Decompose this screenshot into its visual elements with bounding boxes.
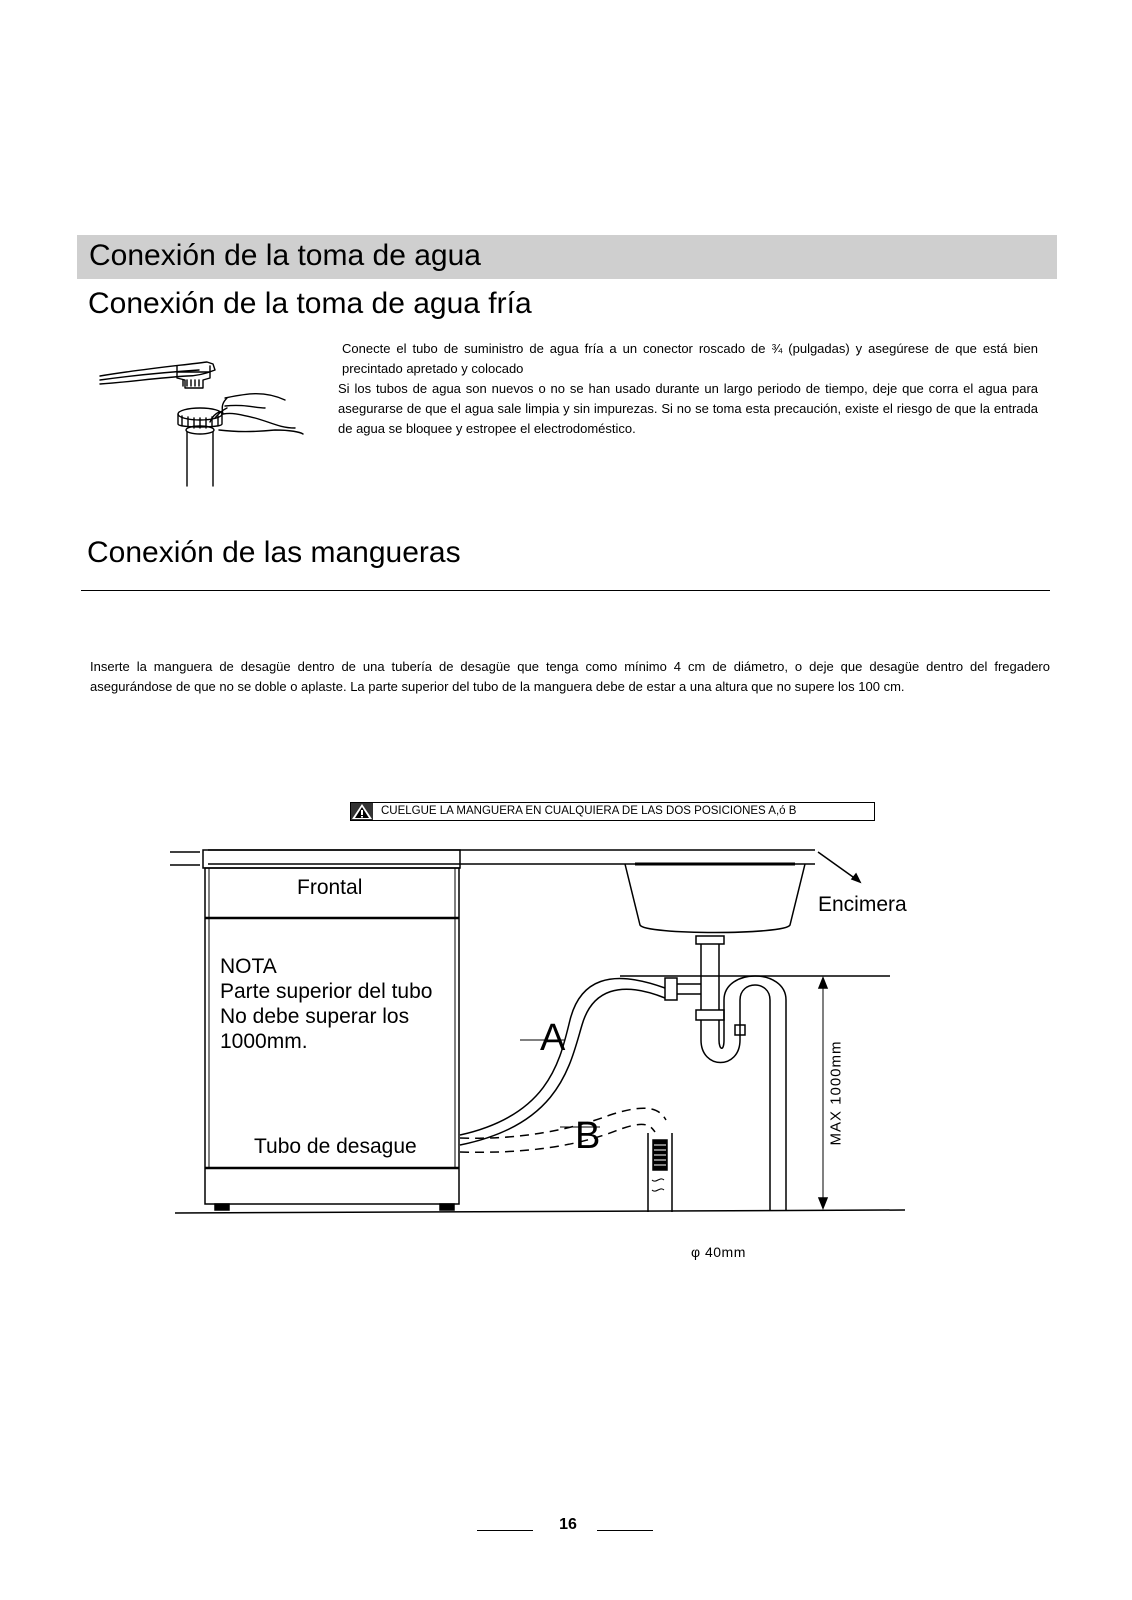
note-line-1: Parte superior del tubo <box>220 980 433 1003</box>
cold-water-heading: Conexión de la toma de agua fría <box>88 287 532 320</box>
position-b-label: B <box>575 1115 601 1157</box>
warning-text: CUELGUE LA MANGUERA EN CUALQUIERA DE LAS DOS POSICIONES A,ó B <box>381 805 797 817</box>
note-line-3: 1000mm. <box>220 1030 308 1053</box>
cold-water-paragraph-1: Conecte el tubo de suministro de agua fría a un conector roscado de ¾ (pulgadas) y asegúrese de que está bien precintado apretado y colocado <box>342 341 1038 376</box>
note-title: NOTA <box>220 955 277 978</box>
floor-line <box>175 1210 905 1213</box>
faucet-connection-illustration <box>95 358 305 490</box>
note-line-2: No debe superar los <box>220 1005 410 1028</box>
section-title: Conexión de la toma de agua <box>89 239 481 272</box>
hoses-heading: Conexión de las mangueras <box>87 536 461 569</box>
frontal-label: Frontal <box>297 876 363 899</box>
warning-icon <box>351 803 373 820</box>
page-number-line-left <box>477 1530 533 1531</box>
page-number-line-right <box>597 1530 653 1531</box>
hoses-paragraph: Inserte la manguera de desagüe dentro de una tubería de desagüe que tenga como mínimo 4 cm de diámetro, o deje que desagüe dentro del fregadero asegurándose de que no se doble o aplaste. La parte superior del tubo de la manguera debe de estar a una altura que no supere los 100 cm. <box>90 659 1050 694</box>
section-divider <box>81 590 1050 591</box>
max-height-label: MAX 1000mm <box>827 1040 845 1146</box>
note-block <box>220 954 432 1054</box>
page-number: 16 <box>559 1516 577 1533</box>
worktop-label: Encimera <box>818 893 907 916</box>
cold-water-paragraph-2: Si los tubos de agua son nuevos o no se han usado durante un largo periodo de tiempo, deje que corra el agua para asegurarse de que el agua sale limpia y sin impurezas. Si no se toma esta precaución, existe el riesgo de que la entrada de agua se bloquee y estropee el electrodoméstico. <box>338 381 1038 436</box>
drain-hose-label: Tubo de desague <box>254 1135 417 1158</box>
warning-box <box>350 802 875 821</box>
cold-water-text <box>338 339 1038 439</box>
sink-basin <box>625 864 805 933</box>
section-header-band <box>77 235 1057 279</box>
pipe-diameter-label: φ 40mm <box>691 1244 746 1260</box>
position-a-label: A <box>540 1017 566 1059</box>
